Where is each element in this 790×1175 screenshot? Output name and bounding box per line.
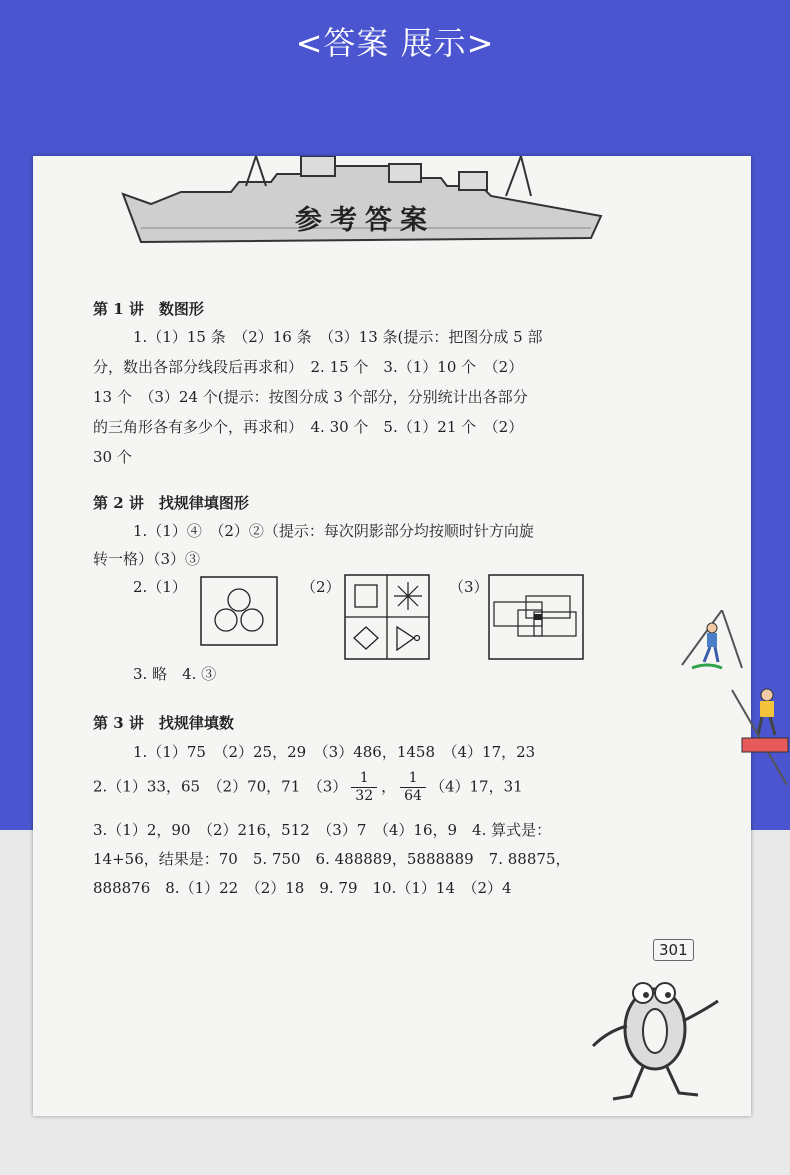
section-1-title: 第 1 讲 数图形	[93, 300, 204, 318]
fraction-2-denominator: 64	[404, 788, 422, 804]
section-1-line: 13 个 （3）24 个(提示：按图分成 3 个部分，分别统计出各部分	[93, 388, 528, 406]
section-2-line: 转一格）（3）③	[93, 550, 201, 568]
answer-heading: 参考答案	[295, 205, 435, 236]
section-3-line: 888876 8.（1）22 （2）18 9. 79 10.（1）14 （2）4	[93, 879, 512, 897]
fraction-1-numerator: 1	[351, 770, 377, 788]
section-3-text: （4）17，31	[429, 777, 523, 796]
fraction-1-denominator: 32	[355, 788, 374, 804]
banner-title: <答案 展示>	[295, 24, 495, 62]
page-number: 301	[653, 939, 694, 961]
section-3-line: 1.（1）75 （2）25，29 （3）486，1458 （4）17，23	[133, 743, 536, 761]
section-3-title: 第 3 讲 找规律填数	[93, 714, 234, 732]
section-3-line: 14+56，结果是：70 5. 750 6. 488889，5888889 7. 88875，	[93, 850, 571, 868]
figure-three-circles	[200, 576, 278, 646]
figure-label-3: （3）	[449, 578, 489, 596]
section-1-line: 的三角形各有多少个，再求和） 4. 30 个 5.（1）21 个 （2）	[93, 418, 524, 436]
fraction-1	[351, 770, 377, 805]
fraction-comma: ，	[381, 777, 397, 796]
figure-label-1: 2.（1）	[133, 578, 187, 596]
section-3-text: 2.（1）33，65 （2）70，71 （3）	[93, 777, 348, 796]
zero-mascot-illustration	[583, 971, 733, 1106]
figure-label-2: （2）	[301, 578, 341, 596]
fraction-2-numerator: 1	[400, 770, 426, 788]
section-2-title: 第 2 讲 找规律填图形	[93, 494, 249, 512]
section-3-line-with-fractions	[93, 770, 633, 805]
section-2-line: 1.（1）④ （2）②（提示：每次阴影部分均按顺时针方向旋	[133, 522, 534, 540]
section-1-line: 分，数出各部分线段后再求和） 2. 15 个 3.（1）10 个 （2）	[93, 358, 524, 376]
section-1-line: 1.（1）15 条 （2）16 条 （3）13 条(提示：把图分成 5 部	[133, 328, 543, 346]
section-3-line: 3.（1）2，90 （2）216，512 （3）7 （4）16，9 4. 算式是：	[93, 821, 552, 839]
book-page	[33, 156, 751, 1116]
kids-decoration	[672, 610, 790, 790]
section-1-line: 30 个	[93, 448, 132, 466]
fraction-2	[400, 770, 426, 805]
figure-four-cells	[344, 574, 430, 660]
section-2-line: 3. 略 4. ③	[133, 665, 217, 683]
figure-overlapping-rects	[488, 574, 584, 660]
